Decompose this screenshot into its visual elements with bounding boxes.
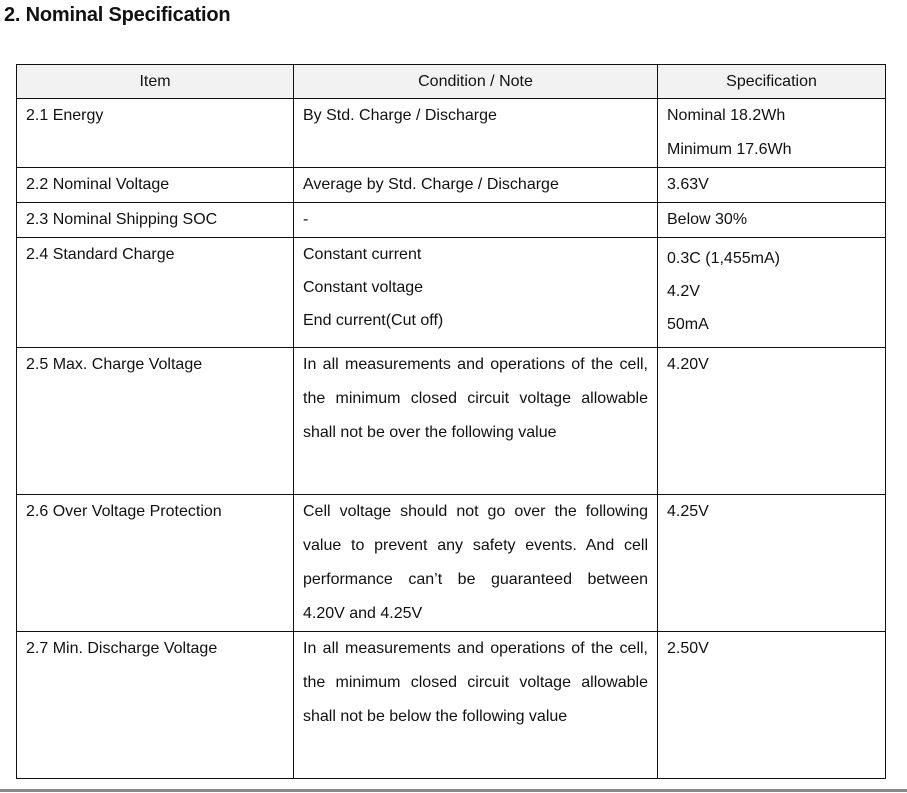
table-row (17, 348, 886, 495)
spec-value: 2.50V (667, 640, 709, 657)
spec-value: 50mA (667, 316, 709, 333)
section-title: 2. Nominal Specification (4, 4, 231, 26)
table-row (17, 99, 886, 168)
table-row (17, 495, 886, 632)
condition-cell (294, 203, 658, 238)
condition-text: In all measurements and operations of the cell, the minimum closed circuit voltage allowable shall not be over the following value (303, 356, 648, 441)
item-label: 2.5 Max. Charge Voltage (26, 356, 203, 373)
spec-value: 4.25V (667, 503, 709, 520)
item-label: 2.2 Nominal Voltage (26, 176, 170, 193)
spec-cell (658, 99, 886, 168)
item-cell (17, 632, 294, 779)
item-label: 2.7 Min. Discharge Voltage (26, 640, 218, 657)
spec-cell (658, 168, 886, 203)
column-header-condition: Condition / Note (294, 65, 658, 99)
condition-cell (294, 99, 658, 168)
condition-cell (294, 168, 658, 203)
spec-cell (658, 495, 886, 632)
condition-cell (294, 348, 658, 495)
item-cell (17, 495, 294, 632)
table-row (17, 238, 886, 348)
item-cell (17, 99, 294, 168)
spec-value: Below 30% (667, 211, 748, 228)
condition-text: In all measurements and operations of the cell, the minimum closed circuit voltage allowable shall not be below the following value (303, 640, 648, 725)
condition-cell (294, 238, 658, 348)
condition-line: By Std. Charge / Discharge (303, 107, 497, 124)
spec-value: 4.2V (667, 283, 700, 300)
table-header-row (17, 65, 886, 99)
table-row (17, 203, 886, 238)
spec-cell (658, 238, 886, 348)
item-label: 2.3 Nominal Shipping SOC (26, 211, 218, 228)
spec-cell (658, 203, 886, 238)
page-divider (0, 789, 907, 792)
table-row (17, 632, 886, 779)
spec-value: 3.63V (667, 176, 709, 193)
nominal-specification-table (16, 64, 886, 779)
table-row (17, 168, 886, 203)
condition-line: Constant voltage (303, 279, 424, 296)
condition-line: - (303, 211, 309, 228)
item-cell (17, 348, 294, 495)
item-cell (17, 168, 294, 203)
item-label: 2.6 Over Voltage Protection (26, 503, 222, 520)
condition-line: Average by Std. Charge / Discharge (303, 176, 559, 193)
condition-text: Cell voltage should not go over the following value to prevent any safety events. And cell performance can’t be guaranteed between 4.20V and 4.25V (303, 503, 648, 622)
spec-cell (658, 348, 886, 495)
condition-cell (294, 495, 658, 632)
spec-value: Nominal 18.2Wh (667, 107, 786, 124)
spec-cell (658, 632, 886, 779)
spec-value: 4.20V (667, 356, 709, 373)
item-cell (17, 238, 294, 348)
condition-cell (294, 632, 658, 779)
condition-line: Constant current (303, 246, 422, 263)
spec-value: Minimum 17.6Wh (667, 141, 792, 158)
column-header-specification: Specification (658, 65, 886, 99)
spec-value: 0.3C (1,455mA) (667, 250, 780, 267)
column-header-item: Item (17, 65, 294, 99)
item-label: 2.1 Energy (26, 107, 104, 124)
item-cell (17, 203, 294, 238)
condition-line: End current(Cut off) (303, 312, 444, 329)
item-label: 2.4 Standard Charge (26, 246, 175, 263)
